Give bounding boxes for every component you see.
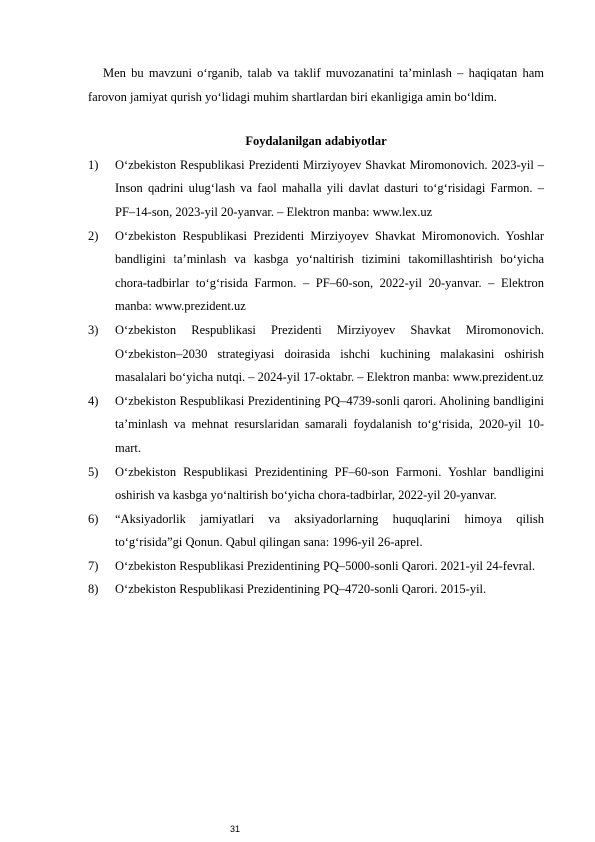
reference-text: O‘zbekiston Respublikasi Prezidenti Mirziyoyev Shavkat Miromonovich. O‘zbekiston–2030 strategiyasi doirasida ishchi kuchining malakasini oshirish masalalari bo‘yicha nutqi. – 2024-yil 17-oktabr. – Elektron manba: www.prezident.uz xyxy=(115,322,544,385)
conclusion-paragraph: Men bu mavzuni o‘rganib, talab va taklif muvozanatini ta’minlash – haqiqatan ham farovon jamiyat qurish yo‘lidagi muhim shartlardan biri ekanligiga amin bo‘ldim. xyxy=(88,66,544,104)
reference-item xyxy=(88,555,544,579)
reference-text: O‘zbekiston Respublikasi Prezidentining PQ–4720-sonli Qarori. 2015-yil. xyxy=(115,582,487,597)
page-content xyxy=(88,62,544,602)
reference-item xyxy=(88,578,544,602)
reference-text: O‘zbekiston Respublikasi Prezidenti Mirziyoyev Shavkat Miromonovich. Yoshlar bandligini ta’minlash va kasbga yo‘naltirish tizimini takomillashtirish bo‘yicha chora-tadbirlar to‘g‘risida Farmon. – PF–60-son, 2022-yil 20-yanvar. – Elektron manba: www.prezident.uz xyxy=(115,228,544,314)
reference-item xyxy=(88,390,544,461)
reference-number: 5) xyxy=(88,464,99,479)
reference-item xyxy=(88,508,544,555)
reference-text: “Aksiyadorlik jamiyatlari va aksiyadorlarning huquqlarini himoya qilish to‘g‘risida”gi Qonun. Qabul qilingan sana: 1996-yil 26-aprel. xyxy=(115,511,544,550)
reference-item xyxy=(88,154,544,225)
references-list xyxy=(88,154,544,602)
reference-number: 8) xyxy=(88,582,99,597)
reference-text: O‘zbekiston Respublikasi Prezidentining PQ–5000-sonli Qarori. 2021-yil 24-fevral. xyxy=(115,558,536,573)
reference-number: 7) xyxy=(88,558,99,573)
reference-item xyxy=(88,225,544,319)
reference-text: O‘zbekiston Respublikasi Prezidentining PF–60-son Farmoni. Yoshlar bandligini oshirish va kasbga yo‘naltirish bo‘yicha chora-tadbirlar, 2022-yil 20-yanvar. xyxy=(115,464,544,503)
reference-number: 1) xyxy=(88,157,99,172)
references-heading: Foydalanilgan adabiyotlar xyxy=(245,134,387,149)
reference-number: 3) xyxy=(88,322,99,337)
reference-number: 4) xyxy=(88,393,99,408)
reference-item xyxy=(88,461,544,508)
page-number: 31 xyxy=(230,824,241,834)
reference-number: 2) xyxy=(88,228,99,243)
reference-text: O‘zbekiston Respublikasi Prezidentining PQ–4739-sonli qarori. Aholining bandligini ta’minlash va mehnat resurslaridan samarali foydalanish to‘g‘risida, 2020-yil 10-mart. xyxy=(115,393,544,455)
reference-text: O‘zbekiston Respublikasi Prezidenti Mirziyoyev Shavkat Miromonovich. 2023-yil – Inson qadrini ulug‘lash va faol mahalla yili davlat dasturi to‘g‘risidagi Farmon. – PF–14-son, 2023-yil 20-yanvar. – Elektron manba: www.lex.uz xyxy=(115,157,544,219)
reference-item xyxy=(88,319,544,390)
reference-number: 6) xyxy=(88,511,99,526)
